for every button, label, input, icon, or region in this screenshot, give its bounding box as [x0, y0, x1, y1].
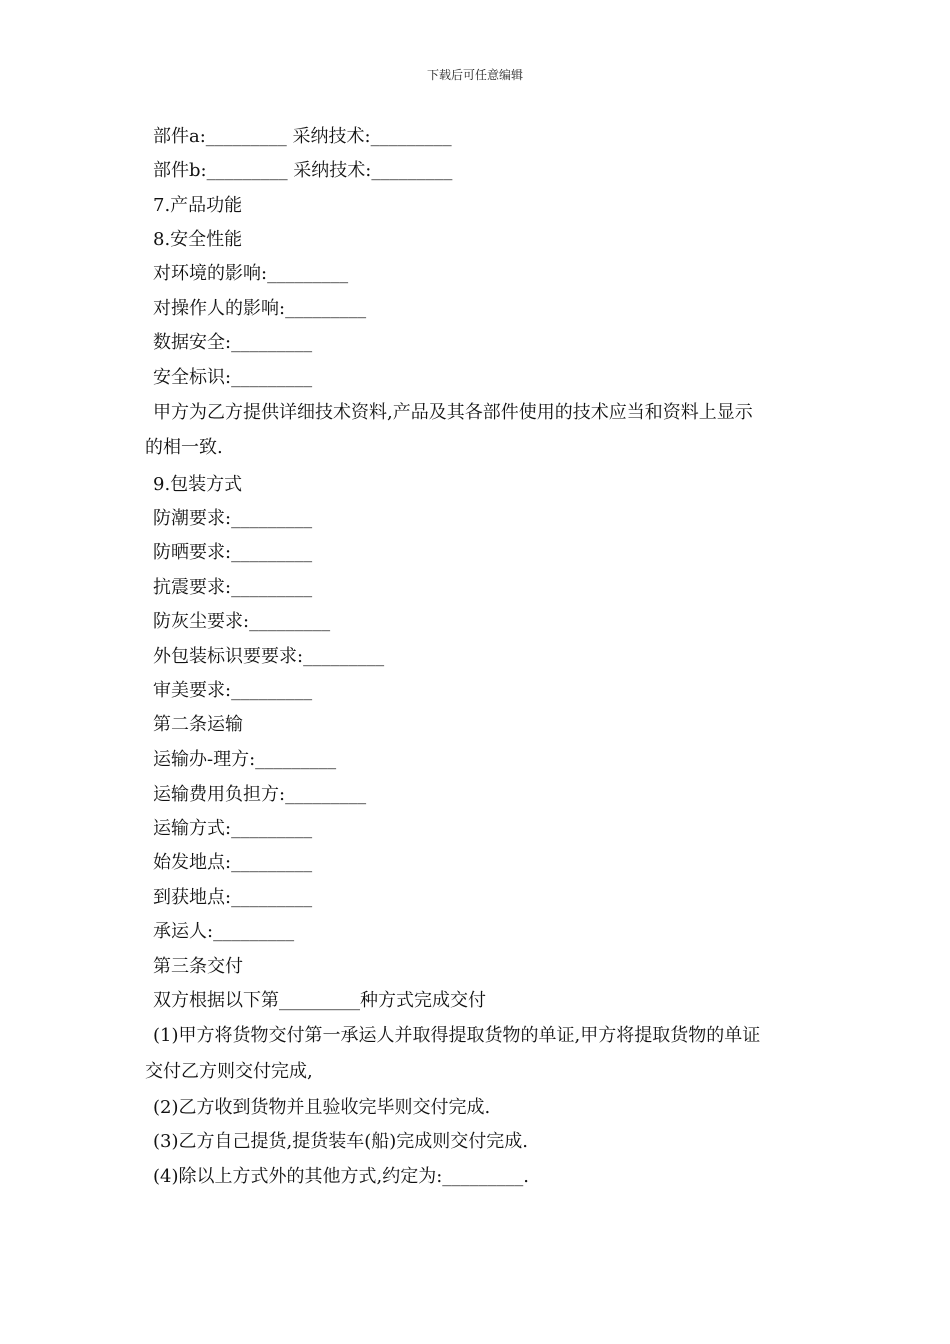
form-line: 运输费用负担方:_________ — [153, 784, 367, 805]
section-heading: 9.包装方式 — [153, 474, 243, 495]
article-heading: 第二条运输 — [153, 714, 243, 735]
component-b-line: 部件b:_________ 采纳技术:_________ — [153, 160, 453, 181]
form-line: 审美要求:_________ — [153, 680, 313, 701]
form-line: 对操作人的影响:_________ — [153, 298, 367, 319]
form-line: 到获地点:_________ — [153, 887, 313, 908]
paragraph-line: (3)乙方自己提货,提货装车(船)完成则交付完成. — [153, 1131, 528, 1152]
form-line: 对环境的影响:_________ — [153, 263, 349, 284]
form-line: 数据安全:_________ — [153, 332, 313, 353]
form-line: 运输办-理方:_________ — [153, 749, 337, 770]
form-line: 抗震要求:_________ — [153, 577, 313, 598]
form-line: 安全标识:_________ — [153, 367, 313, 388]
paragraph-line: 的相一致. — [145, 437, 223, 458]
form-line: 防灰尘要求:_________ — [153, 611, 331, 632]
form-line: 运输方式:_________ — [153, 818, 313, 839]
form-line: 外包装标识要要求:_________ — [153, 646, 385, 667]
component-a-line: 部件a:_________ 采纳技术:_________ — [153, 126, 452, 147]
article-heading: 第三条交付 — [153, 956, 243, 977]
page-header: 下载后可任意编辑 — [426, 68, 523, 82]
form-line: 始发地点:_________ — [153, 852, 313, 873]
paragraph-line: (4)除以上方式外的其他方式,约定为:_________. — [153, 1166, 530, 1187]
paragraph-line: (2)乙方收到货物并且验收完毕则交付完成. — [153, 1097, 491, 1118]
form-line: 防晒要求:_________ — [153, 542, 313, 563]
paragraph-line: 交付乙方则交付完成, — [145, 1061, 313, 1082]
paragraph-line: (1)甲方将货物交付第一承运人并取得提取货物的单证,甲方将提取货物的单证 — [153, 1025, 761, 1046]
form-line: 承运人:_________ — [153, 921, 295, 942]
section-heading: 8.安全性能 — [153, 229, 243, 250]
paragraph-line: 双方根据以下第_________种方式完成交付 — [153, 990, 486, 1011]
form-line: 防潮要求:_________ — [153, 508, 313, 529]
paragraph-line: 甲方为乙方提供详细技术资料,产品及其各部件使用的技术应当和资料上显示 — [153, 402, 753, 423]
section-heading: 7.产品功能 — [153, 195, 243, 216]
